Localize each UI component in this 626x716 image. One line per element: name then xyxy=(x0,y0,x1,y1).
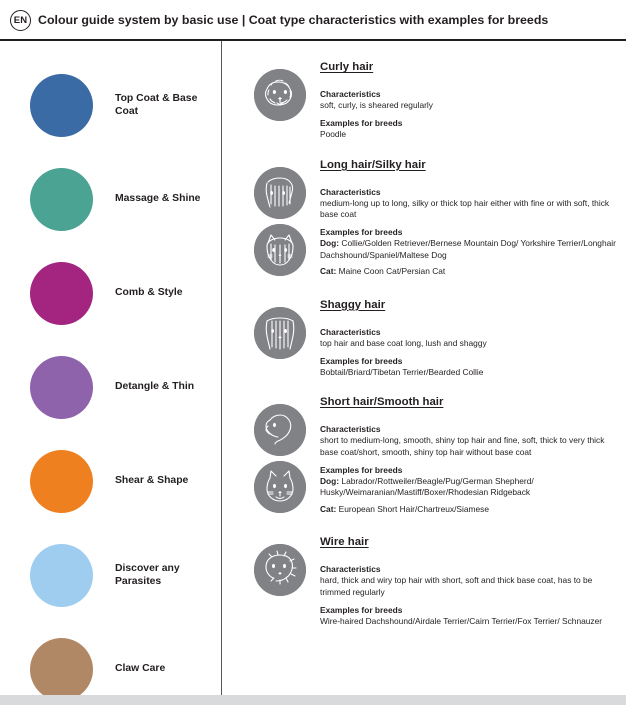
colour-guide-item xyxy=(0,434,221,528)
footer-bar xyxy=(0,695,626,705)
examples-lead-dog: Dog: xyxy=(320,476,340,487)
colour-guide-item xyxy=(0,58,221,152)
colour-label: Claw Care xyxy=(115,663,166,675)
examples-body-dog: Labrador/Rottweiler/Beagle/Pug/German Shepherd/ Husky/Weimaranian/Mastiff/Boxer/Rhodesian Ridgeback xyxy=(320,476,534,498)
coat-icon-group xyxy=(254,55,312,141)
coat-icon-group xyxy=(254,390,312,518)
examples-body-cat: European Short Hair/Chartreux/Siamese xyxy=(336,503,489,514)
colour-label: Comb & Style xyxy=(115,287,183,299)
coat-type-block xyxy=(254,153,616,281)
colour-swatch-detangle-thin xyxy=(30,356,93,419)
coat-icon-group xyxy=(254,293,312,379)
examples-label: Examples for breeds xyxy=(320,118,403,129)
coat-type-name: Shaggy hair xyxy=(320,298,386,311)
coat-type-text xyxy=(312,55,616,141)
characteristics-label: Characteristics xyxy=(320,564,381,575)
colour-guide-item xyxy=(0,528,221,622)
examples-text-dog xyxy=(320,238,616,261)
coat-type-name: Curly hair xyxy=(320,61,374,73)
examples-label: Examples for breeds xyxy=(320,605,403,616)
dog-curly-icon xyxy=(254,69,306,121)
characteristics-label: Characteristics xyxy=(320,89,381,99)
colour-swatch-discover-any-parasites xyxy=(30,544,93,607)
coat-type-name: Wire hair xyxy=(320,536,369,549)
examples-text: Poodle xyxy=(320,129,347,140)
characteristics-text: soft, curly, is sheared regularly xyxy=(320,100,433,110)
colour-label: Shear & Shape xyxy=(115,475,189,487)
colour-swatch-claw-care xyxy=(30,638,93,701)
examples-body-dog: Collie/Golden Retriever/Bernese Mountain Dog/ Yorkshire Terrier/Longhair Dachshound/Spaniel/Maltese Dog xyxy=(320,238,616,260)
coat-type-text xyxy=(312,530,616,627)
colour-swatch-top-coat-base-coat xyxy=(30,74,93,137)
coat-types-column xyxy=(222,41,626,704)
colour-guide-item xyxy=(0,246,221,340)
dog-longhair-icon xyxy=(254,167,306,219)
coat-type-name: Long hair/Silky hair xyxy=(320,158,426,171)
colour-label: Massage & Shine xyxy=(115,193,201,205)
characteristics-text: short to medium-long, smooth, shiny top hair and fine, soft, thick to very thick base coat/short, smooth, shiny top hair without base coat xyxy=(320,435,605,457)
page-header xyxy=(0,0,626,41)
dog-shaggy-icon xyxy=(254,307,306,359)
examples-body-cat: Maine Coon Cat/Persian Cat xyxy=(336,266,446,277)
coat-type-block xyxy=(254,530,616,627)
examples-label: Examples for breeds xyxy=(320,465,403,476)
coat-type-name: Short hair/Smooth hair xyxy=(320,396,444,409)
language-badge: EN xyxy=(10,10,31,31)
coat-icon-group xyxy=(254,530,312,627)
cat-shorthair-icon xyxy=(254,461,306,513)
colour-guide-column xyxy=(0,41,222,704)
examples-text: Bobtail/Briard/Tibetan Terrier/Bearded Collie xyxy=(320,367,484,378)
colour-label: Top Coat & Base Coat xyxy=(115,92,198,117)
examples-text-cat xyxy=(320,266,616,277)
characteristics-text: top hair and base coat long, lush and shaggy xyxy=(320,337,487,348)
coat-type-block xyxy=(254,55,616,141)
characteristics-label: Characteristics xyxy=(320,424,381,435)
coat-icon-group xyxy=(254,153,312,281)
examples-text-dog xyxy=(320,476,616,499)
dog-shorthair-icon xyxy=(254,404,306,456)
coat-type-block xyxy=(254,293,616,379)
colour-guide-item xyxy=(0,340,221,434)
examples-text-cat xyxy=(320,504,616,515)
characteristics-label: Characteristics xyxy=(320,186,381,197)
characteristics-text: medium-long up to long, silky or thick top hair either with fine or with soft, thick base coat xyxy=(320,197,610,220)
colour-label: Detangle & Thin xyxy=(115,381,195,393)
examples-lead-cat: Cat: xyxy=(320,503,337,514)
characteristics-label: Characteristics xyxy=(320,326,381,337)
colour-swatch-comb-style xyxy=(30,262,93,325)
colour-label: Discover any Parasites xyxy=(115,562,180,587)
page-title: Colour guide system by basic use | Coat type characteristics with examples for breeds xyxy=(38,12,549,27)
examples-lead-dog: Dog: xyxy=(320,238,340,249)
dog-wirehair-icon xyxy=(254,544,306,596)
coat-type-text xyxy=(312,390,616,518)
cat-longhair-icon xyxy=(254,224,306,276)
examples-text: Wire-haired Dachshound/Airdale Terrier/Cairn Terrier/Fox Terrier/ Schnauzer xyxy=(320,616,603,627)
characteristics-text: hard, thick and wiry top hair with short, soft and thick base coat, has to be trimmed regularly xyxy=(320,575,593,597)
examples-label: Examples for breeds xyxy=(320,356,403,367)
page-content xyxy=(0,41,626,704)
coat-type-block xyxy=(254,390,616,518)
colour-swatch-shear-shape xyxy=(30,450,93,513)
examples-label: Examples for breeds xyxy=(320,227,403,238)
coat-type-text xyxy=(312,153,616,281)
colour-swatch-massage-shine xyxy=(30,168,93,231)
examples-lead-cat: Cat: xyxy=(320,266,337,277)
coat-type-text xyxy=(312,293,616,379)
colour-guide-item xyxy=(0,152,221,246)
